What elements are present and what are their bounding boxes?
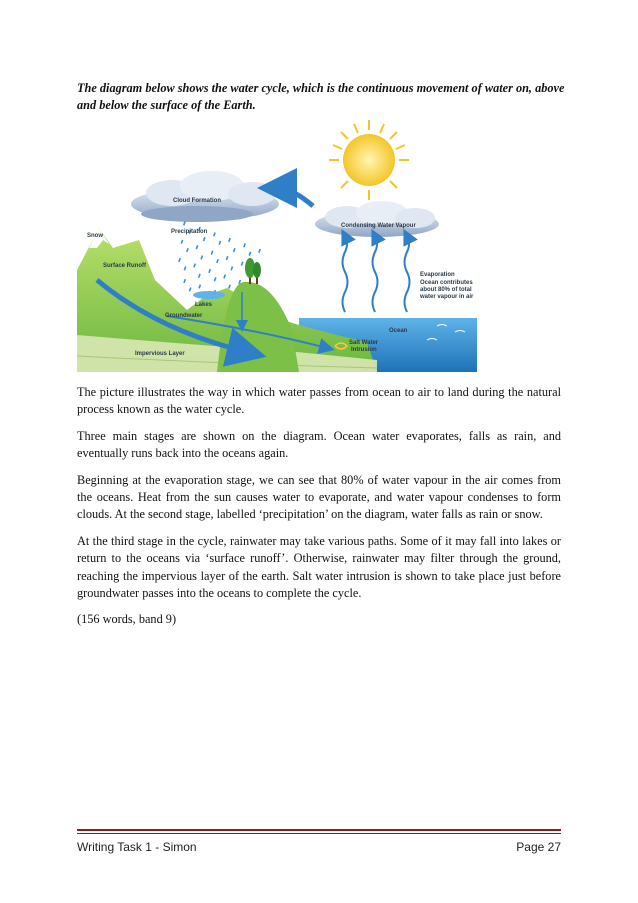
page-number: Page 27: [516, 840, 561, 854]
condensing-cloud-icon: [315, 201, 439, 237]
impervious-label: Impervious Layer: [135, 351, 185, 357]
cloud-formation-icon: [131, 171, 279, 222]
condensing-label: Condensing Water Vapour: [341, 223, 416, 229]
surface-runoff-label: Surface Runoff: [103, 263, 147, 269]
ocean-label: Ocean: [389, 328, 408, 334]
salt-water-label-2: Intrusion: [351, 347, 377, 353]
tree-icon: [245, 258, 261, 284]
body-text: [77, 384, 561, 638]
groundwater-label: Groundwater: [165, 313, 203, 319]
lakes-label: Lakes: [195, 302, 213, 308]
intro-text: The diagram below shows the water cycle, which is the continuous movement of water on, above and below the surface of the Earth.: [77, 81, 565, 112]
sun-icon: [329, 120, 409, 200]
evaporation-arrows: [343, 236, 410, 312]
ocean-contrib-3: water vapour in air: [420, 294, 474, 300]
cloud-formation-label: Cloud Formation: [173, 198, 221, 204]
condensation-arrow: [277, 188, 313, 206]
lake-area: [193, 291, 225, 299]
ocean-contrib-2: about 80% of total: [420, 287, 472, 293]
snow-label: Snow: [87, 233, 103, 239]
footer-title: Writing Task 1 - Simon: [77, 840, 197, 854]
precipitation-label: Precipitation: [171, 229, 208, 235]
ocean-contrib-1: Ocean contributes: [420, 280, 473, 286]
evaporation-label: Evaporation: [420, 272, 455, 278]
footer-divider-thin: [77, 833, 561, 834]
salt-water-label-1: Salt Water: [349, 340, 379, 346]
paragraph-2: Three main stages are shown on the diagram. Ocean water evaporates, falls as rain, and eventually runs back into the oceans again.: [77, 428, 561, 461]
word-count: (156 words, band 9): [77, 612, 177, 627]
water-cycle-svg: [77, 120, 477, 372]
paragraph-3: Beginning at the evaporation stage, we can see that 80% of water vapour in the air comes from the oceans. Heat from the sun causes water to evaporate, and water vapour condenses to form clouds. At the second stage, labelled ‘precipitation’ on the diagram, water falls as rain or snow.: [77, 472, 561, 522]
water-cycle-diagram: [77, 120, 477, 372]
paragraph-1: The picture illustrates the way in which water passes from ocean to air to land during the natural process known as the water cycle.: [77, 385, 561, 417]
paragraph-4: At the third stage in the cycle, rainwater may take various paths. Some of it may fall into lakes or return to the oceans via ‘surface runoff’. Otherwise, rainwater may filter through the ground, reaching the impervious layer of the earth. Salt water intrusion is shown to take place just before groundwater passes into the oceans to complete the cycle.: [77, 533, 561, 601]
footer-divider-thick: [77, 829, 561, 831]
